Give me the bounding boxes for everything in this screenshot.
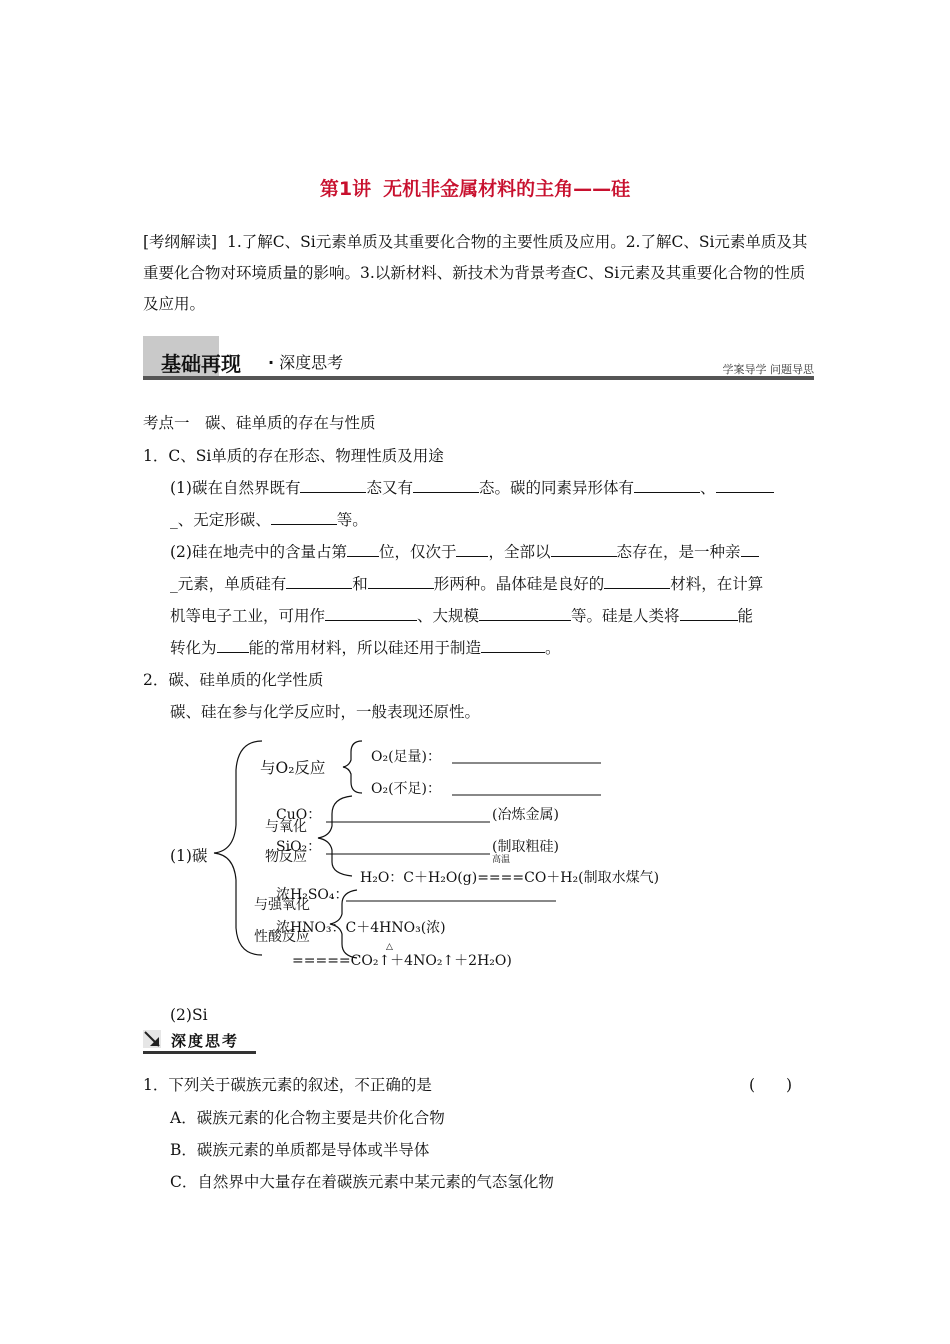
intro-text: 1.了解C、Si元素单质及其重要化合物的主要性质及应用。2.了解C、Si元素单质及其重要化合物对环境质量的影响。3.以新材料、新技术为背景考查C、Si元素及其重要化合物的性质及应用。 bbox=[143, 233, 808, 313]
q1-title: 1．C、Si单质的存在形态、物理性质及用途 bbox=[143, 447, 444, 465]
oxide-group-1: 与氧化 bbox=[265, 819, 307, 835]
sio2-note: (制取粗硅) bbox=[492, 839, 559, 855]
banner-dot: · bbox=[268, 353, 275, 372]
p2-e: _元素，单质硅有 bbox=[170, 575, 287, 593]
cuo-label: CuO： bbox=[276, 807, 322, 823]
depth-underline bbox=[143, 1051, 256, 1054]
depth-heading: 深度思考 bbox=[171, 1032, 240, 1050]
diagonal-arrow-icon bbox=[143, 1030, 161, 1048]
acid-group-1: 与强氧化 bbox=[254, 897, 310, 913]
o2-group: 与O₂反应 bbox=[260, 759, 326, 777]
oxide-brace bbox=[318, 796, 352, 876]
o2-lack: O₂(不足)： bbox=[371, 781, 442, 797]
p2-i: 机等电子工业，可用作 bbox=[170, 607, 326, 625]
o2-excess: O₂(足量)： bbox=[371, 749, 442, 765]
h2o-condition: 高温 bbox=[492, 855, 511, 865]
p2-o: 。 bbox=[545, 639, 561, 657]
p2-c: ，全部以 bbox=[488, 543, 551, 561]
option-c: C．自然界中大量存在着碳族元素中某元素的气态氢化物 bbox=[170, 1173, 554, 1191]
section-heading: 考点一 碳、硅单质的存在与性质 bbox=[143, 414, 376, 432]
p2-d: 态存在，是一种亲 bbox=[616, 543, 741, 561]
option-a: A．碳族元素的化合物主要是共价化合物 bbox=[170, 1109, 445, 1127]
h2so4-label: 浓H₂SO₄： bbox=[276, 887, 349, 903]
o2-brace bbox=[343, 741, 362, 793]
cuo-note: (冶炼金属) bbox=[492, 807, 559, 823]
hno3-reaction: 浓HNO₃：C＋4HNO₃(浓) bbox=[276, 920, 446, 936]
p2-m: 转化为 bbox=[170, 639, 217, 657]
acid-group-2: 性酸反应 bbox=[254, 929, 310, 945]
p1-a: (1)碳在自然界既有 bbox=[170, 479, 301, 497]
depth-q1: 1．下列关于碳族元素的叙述，不正确的是 bbox=[143, 1076, 432, 1094]
banner-sub-text: 深度思考 bbox=[279, 353, 344, 372]
p2-g: 形两种。晶体硅是良好的 bbox=[433, 575, 605, 593]
banner-main: 基础再现 bbox=[161, 352, 241, 376]
p1-e: _、无定形碳、 bbox=[170, 511, 271, 529]
lecture-topic: 无机非金属材料的主角——硅 bbox=[383, 178, 631, 200]
p2-j: 、大规模 bbox=[417, 607, 480, 625]
q2-title: 2．碳、硅单质的化学性质 bbox=[143, 671, 324, 689]
h2o-reaction: H₂O：C＋H₂O(g)====CO＋H₂(制取水煤气) bbox=[360, 870, 660, 886]
p2-k: 等。硅是人类将 bbox=[571, 607, 680, 625]
p2-b: 位，仅次于 bbox=[378, 543, 457, 561]
diagram-root: (1)碳 bbox=[170, 847, 208, 865]
answer-paren[interactable]: ( ) bbox=[749, 1076, 793, 1094]
depth-thinking-header bbox=[143, 1028, 256, 1054]
banner-right: 学案导学 问题导思 bbox=[722, 363, 814, 376]
option-b: B．碳族元素的单质都是导体或半导体 bbox=[170, 1141, 430, 1159]
lecture-number: 第1讲 bbox=[319, 178, 372, 200]
intro-label: [考纲解读] bbox=[143, 233, 218, 251]
root-brace bbox=[214, 741, 262, 955]
p1-f: 等。 bbox=[336, 511, 368, 529]
p1-b: 态又有 bbox=[366, 479, 413, 497]
hno3-product: =====CO₂↑＋4NO₂↑＋2H₂O) bbox=[292, 953, 512, 969]
si-label: (2)Si bbox=[170, 1006, 208, 1024]
p2-a: (2)硅在地壳中的含量占第 bbox=[170, 543, 347, 561]
p1-d: 、 bbox=[700, 479, 716, 497]
p2-h: 材料，在计算 bbox=[670, 575, 764, 593]
sio2-label: SiO₂： bbox=[276, 839, 322, 855]
oxide-group-2: 物反应 bbox=[265, 849, 307, 865]
p1-c: 态。碳的同素异形体有 bbox=[478, 479, 634, 497]
q2-desc: 碳、硅在参与化学反应时，一般表现还原性。 bbox=[170, 703, 481, 721]
hno3-condition: △ bbox=[386, 942, 393, 952]
p2-l: 能 bbox=[737, 607, 754, 625]
p2-n: 能的常用材料，所以硅还用于制造 bbox=[248, 639, 482, 657]
p2-f: 和 bbox=[352, 575, 368, 593]
